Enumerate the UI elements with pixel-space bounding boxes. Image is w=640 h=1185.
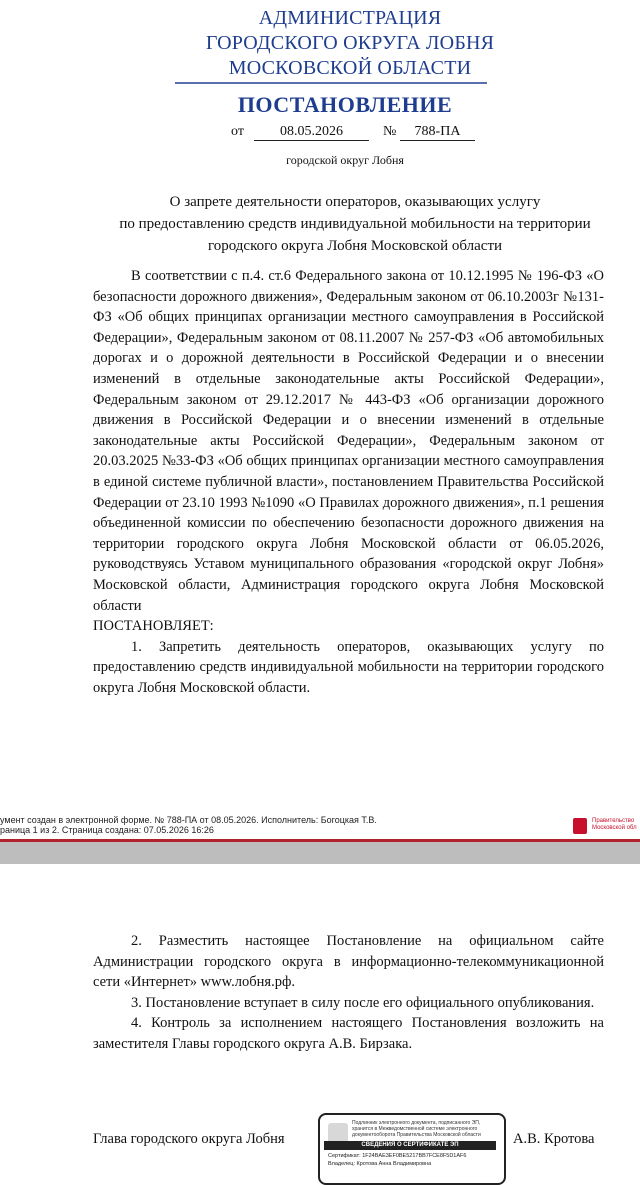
decree-word: ПОСТАНОВЛЯЕТ: — [93, 618, 214, 635]
subject-line: городского округа Лобня Московской области — [207, 238, 503, 254]
stamp-band: СВЕДЕНИЯ О СЕРТИФИКАТЕ ЭП — [324, 1141, 496, 1150]
page1-body — [93, 266, 604, 698]
city-name: городской округ Лобня — [286, 153, 404, 167]
document-subject — [95, 191, 615, 257]
date-prefix: от — [231, 124, 244, 139]
footer-text — [0, 815, 377, 835]
org-name-line1: АДМИНИСТРАЦИЯ — [258, 7, 442, 29]
page-gap — [0, 842, 640, 864]
number-prefix: № — [383, 124, 397, 139]
org-name-line3: МОСКОВСКОЙ ОБЛАСТИ — [228, 57, 472, 79]
document-number: 788-ПА — [400, 124, 475, 141]
item-4: 4. Контроль за исполнением настоящего Постановления возложить на заместителя Главы городского округа А.В. Бирзака. — [93, 1015, 604, 1052]
header-divider — [175, 82, 487, 84]
document-date: 08.05.2026 — [254, 124, 369, 141]
subject-line: по предоставлению средств индивидуальной мобильности на территории — [119, 216, 591, 232]
document-type: ПОСТАНОВЛЕНИЕ — [237, 92, 453, 117]
electronic-signature-stamp — [318, 1113, 506, 1185]
footer-line-2: раница 1 из 2. Страница создана: 07.05.2026 16:26 — [0, 825, 214, 835]
footer-line-1: умент создан в электронной форме. № 788-ПА от 08.05.2026. Исполнитель: Богоцкая Т.В. — [0, 815, 377, 825]
org-name-line2: ГОРОДСКОГО ОКРУГА ЛОБНЯ — [205, 32, 495, 54]
signatory-position: Глава городского округа Лобня — [93, 1131, 285, 1147]
subject-line: О запрете деятельности операторов, оказывающих услугу — [169, 194, 541, 210]
stamp-owner: Владелец: Кротова Анна Владимировна — [328, 1161, 432, 1167]
signatory-name: А.В. Кротова — [513, 1131, 595, 1147]
preamble-paragraph: В соответствии с п.4. ст.6 Федерального закона от 10.12.1995 № 196-ФЗ «О безопасности дорожного движения», Федеральным законом от 06.10.2003г №131-ФЗ «Об общих принципах организации местного самоуправления в Российской Федерации», Федеральным законом от 08.11.2007 № 257-ФЗ «Об автомобильных дорогах и о дорожной деятельности в Российской Федерации и о внесении изменений в отдельные законодательные акты Российской Федерации», Федеральным законом от 29.12.2017 № 443-ФЗ «Об организации дорожного движения в Российской Федерации и о внесении изменений в отдельные законодательные акты Российской Федерации», Федеральным законом от 20.03.2025 №33-ФЗ «Об общих принципах организации местного самоуправления в единой системе публичной власти», постановлением Правительства Российской Федерации от 23.10 1993 №1090 «О Правилах дорожного движения», п.1 решения объединенной комиссии по обеспечению безопасности дорожного движения на территории городского округа Лобня Московской области от 06.05.2026, руководствуясь Уставом муниципального образования «городской округ Лобня» Московской области, Администрация городского округа Лобня Московской области — [93, 268, 604, 614]
gov-label — [592, 818, 637, 832]
gov-label-line1: Правительство — [592, 818, 635, 824]
item-3: 3. Постановление вступает в силу после его официального опубликования. — [131, 994, 595, 1011]
item-2: 2. Разместить настоящее Постановление на официальном сайте Администрации городского округа в информационно-телекоммуникационной сети «Интернет» www.лобня.рф. — [93, 933, 604, 991]
page2-body — [93, 931, 604, 1055]
stamp-cert: Сертификат: 1F24BAE3EF0BE5217BB7FCE8F5D1AF6 — [328, 1153, 467, 1159]
gov-label-line2: Московской обл — [592, 825, 637, 831]
stamp-note: Подлинник электронного документа, подписанного ЭП, хранится в Межведомственной системе электронного документооборота Правительства Московской области — [352, 1120, 481, 1138]
item-1: 1. Запретить деятельность операторов, оказывающих услугу по предоставлению средств индивидуальной мобильности на территории городского округа Лобня Московской области. — [93, 638, 604, 696]
moscow-region-emblem-icon — [573, 818, 587, 834]
